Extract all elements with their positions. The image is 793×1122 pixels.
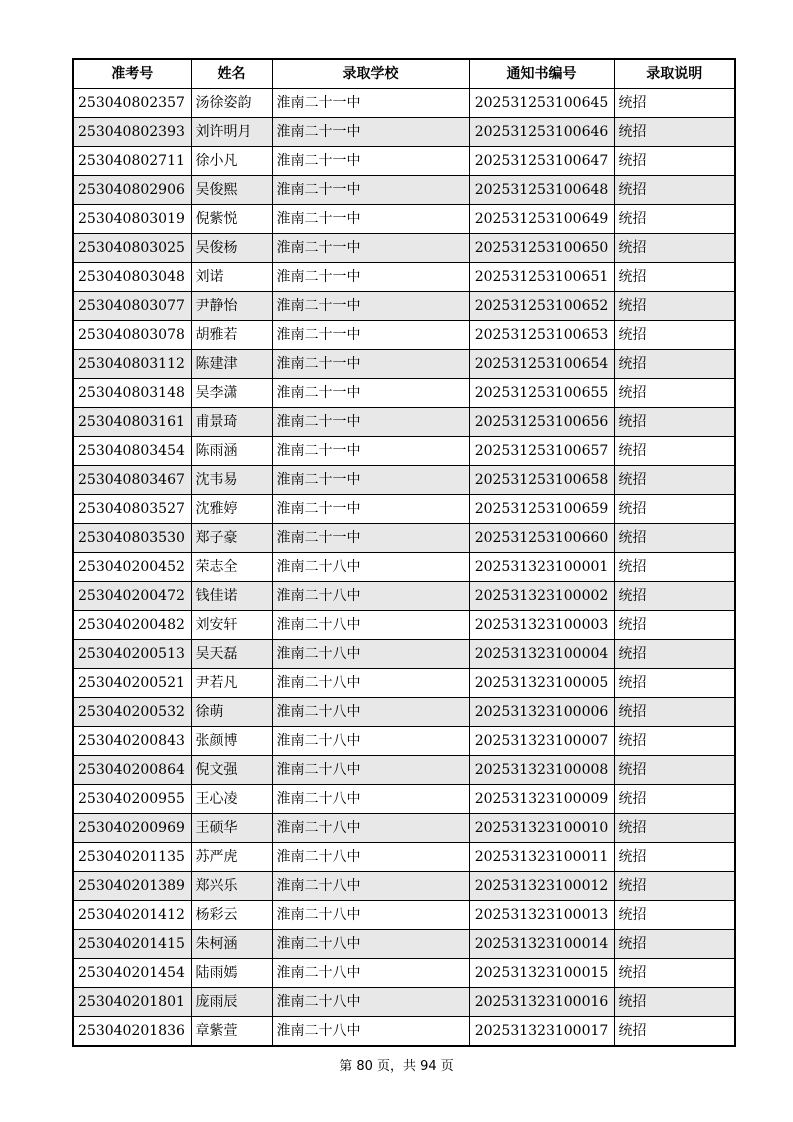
- cell-notice-number: 202531253100658: [469, 466, 614, 495]
- cell-notice-number: 202531323100003: [469, 611, 614, 640]
- cell-school: 淮南二十八中: [272, 640, 469, 669]
- cell-admission-note: 统招: [614, 350, 735, 379]
- cell-school: 淮南二十八中: [272, 988, 469, 1017]
- cell-notice-number: 202531253100651: [469, 263, 614, 292]
- cell-school: 淮南二十一中: [272, 118, 469, 147]
- cell-school: 淮南二十八中: [272, 756, 469, 785]
- cell-exam-number: 253040803527: [73, 495, 191, 524]
- table-row: [73, 756, 735, 785]
- cell-admission-note: 统招: [614, 640, 735, 669]
- cell-exam-number: 253040200864: [73, 756, 191, 785]
- cell-name: 钱佳诺: [191, 582, 272, 611]
- cell-name: 甫景琦: [191, 408, 272, 437]
- cell-school: 淮南二十八中: [272, 901, 469, 930]
- cell-notice-number: 202531253100655: [469, 379, 614, 408]
- cell-notice-number: 202531253100652: [469, 292, 614, 321]
- table-row: [73, 553, 735, 582]
- header-exam-number: 准考号: [73, 59, 191, 89]
- cell-notice-number: 202531323100009: [469, 785, 614, 814]
- table-row: [73, 234, 735, 263]
- cell-exam-number: 253040802357: [73, 89, 191, 118]
- cell-exam-number: 253040803530: [73, 524, 191, 553]
- cell-admission-note: 统招: [614, 727, 735, 756]
- cell-school: 淮南二十一中: [272, 524, 469, 553]
- cell-exam-number: 253040201836: [73, 1017, 191, 1047]
- cell-admission-note: 统招: [614, 553, 735, 582]
- cell-notice-number: 202531323100007: [469, 727, 614, 756]
- cell-name: 沈韦易: [191, 466, 272, 495]
- cell-admission-note: 统招: [614, 698, 735, 727]
- cell-notice-number: 202531323100017: [469, 1017, 614, 1047]
- cell-school: 淮南二十八中: [272, 872, 469, 901]
- cell-notice-number: 202531253100659: [469, 495, 614, 524]
- cell-name: 章紫萱: [191, 1017, 272, 1047]
- table-row: [73, 437, 735, 466]
- cell-school: 淮南二十八中: [272, 930, 469, 959]
- cell-school: 淮南二十一中: [272, 495, 469, 524]
- cell-admission-note: 统招: [614, 988, 735, 1017]
- table-row: [73, 1017, 735, 1047]
- cell-notice-number: 202531323100002: [469, 582, 614, 611]
- table-row: [73, 843, 735, 872]
- cell-name: 尹若凡: [191, 669, 272, 698]
- cell-notice-number: 202531323100011: [469, 843, 614, 872]
- cell-admission-note: 统招: [614, 611, 735, 640]
- cell-exam-number: 253040201412: [73, 901, 191, 930]
- cell-notice-number: 202531253100653: [469, 321, 614, 350]
- cell-school: 淮南二十一中: [272, 89, 469, 118]
- cell-name: 沈雅婷: [191, 495, 272, 524]
- cell-admission-note: 统招: [614, 118, 735, 147]
- cell-exam-number: 253040803078: [73, 321, 191, 350]
- table-row: [73, 814, 735, 843]
- cell-notice-number: 202531253100646: [469, 118, 614, 147]
- cell-admission-note: 统招: [614, 814, 735, 843]
- cell-name: 吴李潇: [191, 379, 272, 408]
- cell-admission-note: 统招: [614, 292, 735, 321]
- cell-notice-number: 202531253100660: [469, 524, 614, 553]
- table-row: [73, 930, 735, 959]
- cell-exam-number: 253040803019: [73, 205, 191, 234]
- cell-admission-note: 统招: [614, 901, 735, 930]
- cell-admission-note: 统招: [614, 321, 735, 350]
- table-row: [73, 959, 735, 988]
- cell-school: 淮南二十一中: [272, 205, 469, 234]
- cell-name: 胡雅若: [191, 321, 272, 350]
- cell-school: 淮南二十八中: [272, 611, 469, 640]
- cell-school: 淮南二十一中: [272, 321, 469, 350]
- cell-name: 郑兴乐: [191, 872, 272, 901]
- table-row: [73, 988, 735, 1017]
- cell-exam-number: 253040802906: [73, 176, 191, 205]
- cell-school: 淮南二十八中: [272, 1017, 469, 1047]
- cell-name: 朱柯涵: [191, 930, 272, 959]
- page-footer: 第 80 页，共 94 页: [339, 1059, 454, 1074]
- cell-admission-note: 统招: [614, 582, 735, 611]
- header-admission-note: 录取说明: [614, 59, 735, 89]
- cell-name: 王硕华: [191, 814, 272, 843]
- table-row: [73, 408, 735, 437]
- cell-school: 淮南二十八中: [272, 553, 469, 582]
- table-row: [73, 205, 735, 234]
- cell-exam-number: 253040803112: [73, 350, 191, 379]
- cell-admission-note: 统招: [614, 234, 735, 263]
- table-row: [73, 669, 735, 698]
- cell-admission-note: 统招: [614, 495, 735, 524]
- cell-notice-number: 202531323100004: [469, 640, 614, 669]
- cell-exam-number: 253040200452: [73, 553, 191, 582]
- cell-school: 淮南二十八中: [272, 785, 469, 814]
- table-row: [73, 118, 735, 147]
- cell-notice-number: 202531323100008: [469, 756, 614, 785]
- cell-admission-note: 统招: [614, 843, 735, 872]
- cell-name: 汤徐姿韵: [191, 89, 272, 118]
- cell-name: 吴俊熙: [191, 176, 272, 205]
- cell-exam-number: 253040200532: [73, 698, 191, 727]
- cell-notice-number: 202531253100654: [469, 350, 614, 379]
- table-row: [73, 379, 735, 408]
- admission-table: [72, 58, 736, 1047]
- cell-name: 吴天磊: [191, 640, 272, 669]
- cell-notice-number: 202531323100014: [469, 930, 614, 959]
- cell-admission-note: 统招: [614, 959, 735, 988]
- header-school: 录取学校: [272, 59, 469, 89]
- table-header: [73, 59, 735, 89]
- cell-exam-number: 253040200482: [73, 611, 191, 640]
- table-row: [73, 292, 735, 321]
- cell-admission-note: 统招: [614, 524, 735, 553]
- table-row: [73, 901, 735, 930]
- cell-school: 淮南二十一中: [272, 147, 469, 176]
- cell-name: 倪紫悦: [191, 205, 272, 234]
- cell-exam-number: 253040802393: [73, 118, 191, 147]
- cell-name: 苏严虎: [191, 843, 272, 872]
- cell-admission-note: 统招: [614, 147, 735, 176]
- cell-exam-number: 253040201389: [73, 872, 191, 901]
- cell-admission-note: 统招: [614, 379, 735, 408]
- cell-notice-number: 202531253100657: [469, 437, 614, 466]
- cell-exam-number: 253040803025: [73, 234, 191, 263]
- cell-exam-number: 253040200513: [73, 640, 191, 669]
- table-row: [73, 524, 735, 553]
- cell-school: 淮南二十一中: [272, 263, 469, 292]
- cell-school: 淮南二十一中: [272, 437, 469, 466]
- cell-name: 尹静怡: [191, 292, 272, 321]
- cell-name: 倪文强: [191, 756, 272, 785]
- cell-name: 徐萌: [191, 698, 272, 727]
- cell-notice-number: 202531253100648: [469, 176, 614, 205]
- header-name: 姓名: [191, 59, 272, 89]
- cell-admission-note: 统招: [614, 930, 735, 959]
- cell-school: 淮南二十一中: [272, 379, 469, 408]
- cell-name: 刘许明月: [191, 118, 272, 147]
- cell-admission-note: 统招: [614, 756, 735, 785]
- cell-exam-number: 253040803467: [73, 466, 191, 495]
- table-row: [73, 727, 735, 756]
- cell-school: 淮南二十一中: [272, 176, 469, 205]
- cell-exam-number: 253040803161: [73, 408, 191, 437]
- cell-name: 陈建津: [191, 350, 272, 379]
- cell-school: 淮南二十八中: [272, 959, 469, 988]
- header-notice-number: 通知书编号: [469, 59, 614, 89]
- cell-admission-note: 统招: [614, 176, 735, 205]
- cell-school: 淮南二十一中: [272, 350, 469, 379]
- cell-notice-number: 202531253100647: [469, 147, 614, 176]
- cell-admission-note: 统招: [614, 263, 735, 292]
- cell-name: 荣志全: [191, 553, 272, 582]
- cell-admission-note: 统招: [614, 205, 735, 234]
- cell-admission-note: 统招: [614, 872, 735, 901]
- cell-exam-number: 253040201801: [73, 988, 191, 1017]
- cell-exam-number: 253040803048: [73, 263, 191, 292]
- cell-notice-number: 202531253100649: [469, 205, 614, 234]
- cell-admission-note: 统招: [614, 1017, 735, 1047]
- cell-name: 徐小凡: [191, 147, 272, 176]
- cell-name: 刘安轩: [191, 611, 272, 640]
- table-body: [73, 89, 735, 1047]
- cell-exam-number: 253040200843: [73, 727, 191, 756]
- cell-school: 淮南二十八中: [272, 698, 469, 727]
- cell-exam-number: 253040201454: [73, 959, 191, 988]
- cell-admission-note: 统招: [614, 785, 735, 814]
- cell-notice-number: 202531323100001: [469, 553, 614, 582]
- cell-school: 淮南二十一中: [272, 234, 469, 263]
- cell-admission-note: 统招: [614, 466, 735, 495]
- cell-exam-number: 253040201415: [73, 930, 191, 959]
- cell-name: 郑子豪: [191, 524, 272, 553]
- cell-name: 吴俊杨: [191, 234, 272, 263]
- table-row: [73, 147, 735, 176]
- cell-exam-number: 253040802711: [73, 147, 191, 176]
- table-row: [73, 582, 735, 611]
- cell-admission-note: 统招: [614, 437, 735, 466]
- cell-name: 陆雨嫣: [191, 959, 272, 988]
- cell-admission-note: 统招: [614, 669, 735, 698]
- cell-name: 陈雨涵: [191, 437, 272, 466]
- cell-exam-number: 253040803077: [73, 292, 191, 321]
- cell-notice-number: 202531253100656: [469, 408, 614, 437]
- cell-notice-number: 202531323100005: [469, 669, 614, 698]
- table-row: [73, 698, 735, 727]
- cell-school: 淮南二十八中: [272, 582, 469, 611]
- cell-exam-number: 253040200969: [73, 814, 191, 843]
- table-row: [73, 321, 735, 350]
- table-row: [73, 785, 735, 814]
- cell-school: 淮南二十一中: [272, 408, 469, 437]
- cell-notice-number: 202531323100013: [469, 901, 614, 930]
- cell-exam-number: 253040200472: [73, 582, 191, 611]
- cell-school: 淮南二十八中: [272, 843, 469, 872]
- cell-school: 淮南二十八中: [272, 814, 469, 843]
- cell-exam-number: 253040803454: [73, 437, 191, 466]
- table-row: [73, 495, 735, 524]
- cell-name: 张颜博: [191, 727, 272, 756]
- table-row: [73, 611, 735, 640]
- table-row: [73, 89, 735, 118]
- cell-notice-number: 202531323100015: [469, 959, 614, 988]
- table-row: [73, 350, 735, 379]
- cell-notice-number: 202531253100650: [469, 234, 614, 263]
- cell-name: 庞雨辰: [191, 988, 272, 1017]
- cell-school: 淮南二十一中: [272, 292, 469, 321]
- cell-exam-number: 253040201135: [73, 843, 191, 872]
- cell-notice-number: 202531253100645: [469, 89, 614, 118]
- table-row: [73, 466, 735, 495]
- cell-admission-note: 统招: [614, 89, 735, 118]
- table-row: [73, 263, 735, 292]
- cell-school: 淮南二十八中: [272, 727, 469, 756]
- cell-notice-number: 202531323100006: [469, 698, 614, 727]
- table-row: [73, 640, 735, 669]
- cell-notice-number: 202531323100016: [469, 988, 614, 1017]
- cell-exam-number: 253040200955: [73, 785, 191, 814]
- table-row: [73, 872, 735, 901]
- cell-notice-number: 202531323100012: [469, 872, 614, 901]
- cell-school: 淮南二十八中: [272, 669, 469, 698]
- cell-notice-number: 202531323100010: [469, 814, 614, 843]
- cell-name: 刘诺: [191, 263, 272, 292]
- cell-exam-number: 253040803148: [73, 379, 191, 408]
- header-row: [73, 59, 735, 89]
- cell-exam-number: 253040200521: [73, 669, 191, 698]
- cell-admission-note: 统招: [614, 408, 735, 437]
- table-row: [73, 176, 735, 205]
- cell-name: 杨彩云: [191, 901, 272, 930]
- cell-name: 王心凌: [191, 785, 272, 814]
- cell-school: 淮南二十一中: [272, 466, 469, 495]
